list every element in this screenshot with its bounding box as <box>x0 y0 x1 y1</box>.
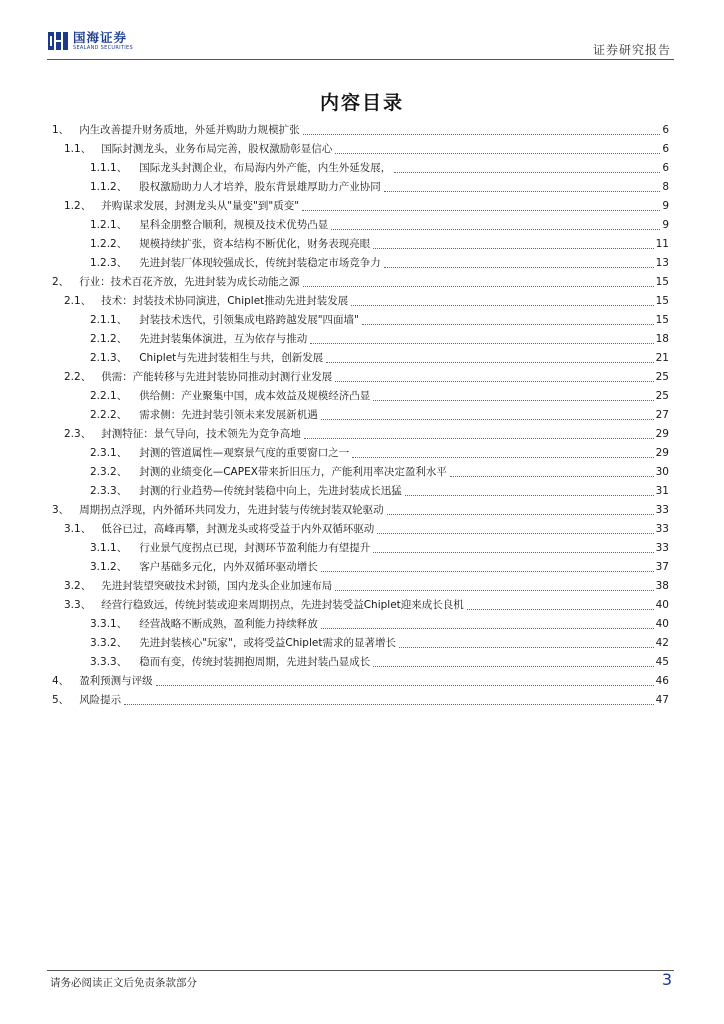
toc-entry-title: 星科金朋整合顺利，规模及技术优势凸显 <box>139 219 329 231</box>
toc-entry-level-3[interactable] <box>90 216 669 235</box>
toc-dot-leader <box>373 666 653 667</box>
toc-dot-leader <box>387 514 654 515</box>
toc-entry-page: 29 <box>655 447 669 459</box>
toc-entry-level-1[interactable] <box>52 691 669 710</box>
toc-entry-level-1[interactable] <box>52 273 669 292</box>
toc-entry-page: 33 <box>655 542 669 554</box>
toc-entry-page: 9 <box>662 200 669 212</box>
toc-entry-level-2[interactable] <box>64 577 669 596</box>
toc-entry-number: 5、 <box>52 694 70 706</box>
toc-entry-number: 3.2、 <box>64 580 92 592</box>
toc-entry-page: 6 <box>662 124 669 136</box>
toc-entry-number: 2.3.3、 <box>90 485 128 497</box>
toc-entry-title: 封装技术迭代，引领集成电路跨越发展"四面墙" <box>139 314 359 326</box>
toc-entry-number: 3.3.1、 <box>90 618 128 630</box>
toc-entry-number: 1.1.2、 <box>90 181 128 193</box>
toc-entry-page: 37 <box>655 561 669 573</box>
toc-entry-page: 6 <box>662 143 669 155</box>
toc-entry-level-3[interactable] <box>90 330 669 349</box>
toc-entry-page: 38 <box>655 580 669 592</box>
toc-entry-level-3[interactable] <box>90 406 669 425</box>
toc-entry-number: 2.3、 <box>64 428 92 440</box>
toc-entry-level-3[interactable] <box>90 444 669 463</box>
toc-dot-leader <box>124 704 653 705</box>
toc-entry-number: 1.1.1、 <box>90 162 128 174</box>
toc-entry-title: 封测特征：景气导向，技术领先为竞争高地 <box>101 428 301 440</box>
toc-entry-level-3[interactable] <box>90 235 669 254</box>
toc-entry-page: 9 <box>662 219 669 231</box>
toc-entry-level-3[interactable] <box>90 615 669 634</box>
toc-entry-title: 行业景气度拐点已现，封测环节盈利能力有望提升 <box>139 542 371 554</box>
toc-entry-number: 3、 <box>52 504 70 516</box>
toc-entry-number: 3.1.2、 <box>90 561 128 573</box>
toc-entry-page: 25 <box>655 390 669 402</box>
toc-entry-number: 1.2、 <box>64 200 92 212</box>
toc-dot-leader <box>362 324 654 325</box>
toc-entry-title: 供需：产能转移与先进封装协同推动封测行业发展 <box>101 371 333 383</box>
toc-entry-number: 2.2.1、 <box>90 390 128 402</box>
toc-entry-title: 先进封装集体演进，互为依存与推动 <box>139 333 308 345</box>
toc-dot-leader <box>384 191 661 192</box>
toc-entry-level-3[interactable] <box>90 463 669 482</box>
toc-entry-page: 13 <box>655 257 669 269</box>
toc-entry-title: 先进封装厂体现较强成长，传统封装稳定市场竞争力 <box>139 257 381 269</box>
toc-entry-number: 3.3.3、 <box>90 656 128 668</box>
toc-entry-number: 1.2.2、 <box>90 238 128 250</box>
toc-dot-leader <box>351 305 653 306</box>
page-number: 3 <box>661 970 672 989</box>
toc-entry-number: 2.3.2、 <box>90 466 128 478</box>
toc-entry-number: 2.1.3、 <box>90 352 128 364</box>
toc-entry-number: 4、 <box>52 675 70 687</box>
toc-entry-number: 2.1、 <box>64 295 92 307</box>
toc-entry-title: 盈利预测与评级 <box>79 675 153 687</box>
logo-cn-text: 国海证券 <box>73 29 128 45</box>
toc-entry-title: 封测的行业趋势—传统封装稳中向上，先进封装成长迅猛 <box>139 485 402 497</box>
toc-dot-leader <box>394 172 660 173</box>
toc-entry-level-3[interactable] <box>90 311 669 330</box>
toc-entry-level-2[interactable] <box>64 368 669 387</box>
footer-disclaimer: 请务必阅读正文后免责条款部分 <box>50 977 197 989</box>
table-of-contents <box>0 121 724 710</box>
toc-dot-leader <box>335 381 653 382</box>
header-divider <box>47 59 674 60</box>
toc-entry-level-3[interactable] <box>90 653 669 672</box>
toc-entry-page: 45 <box>655 656 669 668</box>
toc-entry-level-3[interactable] <box>90 634 669 653</box>
toc-entry-level-3[interactable] <box>90 254 669 273</box>
toc-entry-page: 46 <box>655 675 669 687</box>
toc-entry-level-3[interactable] <box>90 387 669 406</box>
toc-entry-title: 封测的业绩变化—CAPEX带来折旧压力，产能利用率决定盈利水平 <box>139 466 447 478</box>
toc-entry-page: 33 <box>655 523 669 535</box>
toc-dot-leader <box>335 590 653 591</box>
toc-dot-leader <box>384 267 654 268</box>
toc-entry-page: 33 <box>655 504 669 516</box>
toc-entry-title: 封测的管道属性—观察景气度的重要窗口之一 <box>139 447 350 459</box>
toc-entry-number: 1、 <box>52 124 70 136</box>
toc-dot-leader <box>450 476 654 477</box>
toc-entry-page: 47 <box>655 694 669 706</box>
toc-dot-leader <box>373 400 653 401</box>
toc-dot-leader <box>467 609 654 610</box>
toc-entry-level-2[interactable] <box>64 140 669 159</box>
toc-entry-level-1[interactable] <box>52 121 669 140</box>
toc-entry-title: 行业：技术百花齐放，先进封装为成长动能之源 <box>79 276 300 288</box>
toc-entry-number: 2.3.1、 <box>90 447 128 459</box>
toc-entry-number: 2.1.2、 <box>90 333 128 345</box>
toc-entry-level-3[interactable] <box>90 482 669 501</box>
toc-entry-title: 规模持续扩张，资本结构不断优化，财务表现亮眼 <box>139 238 371 250</box>
toc-entry-level-2[interactable] <box>64 596 669 615</box>
toc-entry-page: 40 <box>655 618 669 630</box>
toc-dot-leader <box>352 457 653 458</box>
toc-dot-leader <box>377 533 653 534</box>
footer-divider <box>47 970 674 971</box>
toc-entry-level-3[interactable] <box>90 539 669 558</box>
toc-dot-leader <box>321 419 654 420</box>
report-type-label: 证券研究报告 <box>592 43 671 57</box>
toc-entry-page: 40 <box>655 599 669 611</box>
toc-entry-level-3[interactable] <box>90 178 669 197</box>
toc-entry-number: 3.1.1、 <box>90 542 128 554</box>
toc-entry-page: 25 <box>655 371 669 383</box>
toc-entry-page: 15 <box>655 314 669 326</box>
toc-entry-level-3[interactable] <box>90 558 669 577</box>
toc-entry-level-2[interactable] <box>64 292 669 311</box>
toc-entry-page: 15 <box>655 276 669 288</box>
toc-dot-leader <box>405 495 654 496</box>
toc-entry-title: Chiplet与先进封装相生与共，创新发展 <box>139 352 324 364</box>
toc-entry-title: 并购谋求发展，封测龙头从"量变"到"质变" <box>101 200 300 212</box>
toc-entry-title: 国际龙头封测企业，布局海内外产能，内生外延发展， <box>139 162 392 174</box>
toc-entry-title: 先进封装核心"玩家"，或将受益Chiplet需求的显著增长 <box>139 637 396 649</box>
toc-dot-leader <box>373 552 653 553</box>
toc-dot-leader <box>373 248 653 249</box>
toc-entry-number: 1.2.3、 <box>90 257 128 269</box>
toc-entry-title: 周期拐点浮现，内外循环共同发力，先进封装与传统封装双轮驱动 <box>79 504 384 516</box>
toc-entry-number: 1.2.1、 <box>90 219 128 231</box>
toc-entry-title: 稳而有变，传统封装拥抱周期，先进封装凸显成长 <box>139 656 371 668</box>
company-logo <box>47 28 133 54</box>
toc-entry-page: 27 <box>655 409 669 421</box>
page-title: 内容目录 <box>319 92 404 114</box>
toc-entry-page: 18 <box>655 333 669 345</box>
toc-dot-leader <box>335 153 660 154</box>
toc-entry-number: 2.2、 <box>64 371 92 383</box>
toc-dot-leader <box>399 647 654 648</box>
toc-entry-page: 8 <box>662 181 669 193</box>
toc-entry-title: 先进封装望突破技术封锁，国内龙头企业加速布局 <box>101 580 333 592</box>
toc-entry-level-2[interactable] <box>64 425 669 444</box>
toc-entry-level-3[interactable] <box>90 349 669 368</box>
toc-entry-number: 1.1、 <box>64 143 92 155</box>
toc-entry-page: 30 <box>655 466 669 478</box>
toc-entry-title: 低谷已过，高峰再攀，封测龙头或将受益于内外双循环驱动 <box>101 523 375 535</box>
toc-dot-leader <box>302 210 660 211</box>
toc-entry-title: 内生改善提升财务质地，外延并购助力规模扩张 <box>79 124 300 136</box>
toc-entry-title: 股权激励助力人才培养，股东背景雄厚助力产业协同 <box>139 181 381 193</box>
toc-dot-leader <box>310 343 653 344</box>
toc-entry-title: 经营战略不断成熟，盈利能力持续释放 <box>139 618 318 630</box>
toc-entry-number: 3.3.2、 <box>90 637 128 649</box>
toc-entry-page: 42 <box>655 637 669 649</box>
toc-dot-leader <box>331 229 660 230</box>
toc-dot-leader <box>304 438 654 439</box>
toc-entry-number: 3.3、 <box>64 599 92 611</box>
toc-entry-page: 15 <box>655 295 669 307</box>
toc-dot-leader <box>303 134 661 135</box>
toc-entry-number: 2、 <box>52 276 70 288</box>
sealand-logo-icon <box>47 30 69 52</box>
toc-entry-page: 21 <box>655 352 669 364</box>
toc-entry-page: 29 <box>655 428 669 440</box>
toc-entry-level-2[interactable] <box>64 520 669 539</box>
logo-en-text: SEALAND SECURITIES <box>73 44 133 51</box>
toc-entry-page: 11 <box>655 238 669 250</box>
toc-entry-page: 31 <box>655 485 669 497</box>
toc-entry-page: 6 <box>662 162 669 174</box>
toc-entry-title: 供给侧：产业聚集中国，成本效益及规模经济凸显 <box>139 390 371 402</box>
toc-entry-level-2[interactable] <box>64 197 669 216</box>
page-header <box>0 0 724 60</box>
toc-entry-title: 经营行稳致远，传统封装或迎来周期拐点，先进封装受益Chiplet迎来成长良机 <box>101 599 464 611</box>
toc-entry-title: 国际封测龙头，业务布局完善，股权激励彰显信心 <box>101 143 333 155</box>
toc-entry-number: 2.2.2、 <box>90 409 128 421</box>
toc-entry-title: 技术：封装技术协同演进，Chiplet推动先进封装发展 <box>101 295 349 307</box>
toc-entry-level-1[interactable] <box>52 501 669 520</box>
toc-dot-leader <box>303 286 654 287</box>
toc-entry-number: 2.1.1、 <box>90 314 128 326</box>
toc-dot-leader <box>321 571 654 572</box>
toc-entry-title: 客户基础多元化，内外双循环驱动增长 <box>139 561 318 573</box>
toc-dot-leader <box>326 362 653 363</box>
toc-dot-leader <box>156 685 654 686</box>
toc-entry-level-1[interactable] <box>52 672 669 691</box>
toc-entry-number: 3.1、 <box>64 523 92 535</box>
toc-entry-title: 需求侧：先进封装引领未来发展新机遇 <box>139 409 318 421</box>
toc-entry-level-3[interactable] <box>90 159 669 178</box>
toc-entry-title: 风险提示 <box>79 694 122 706</box>
toc-dot-leader <box>321 628 654 629</box>
